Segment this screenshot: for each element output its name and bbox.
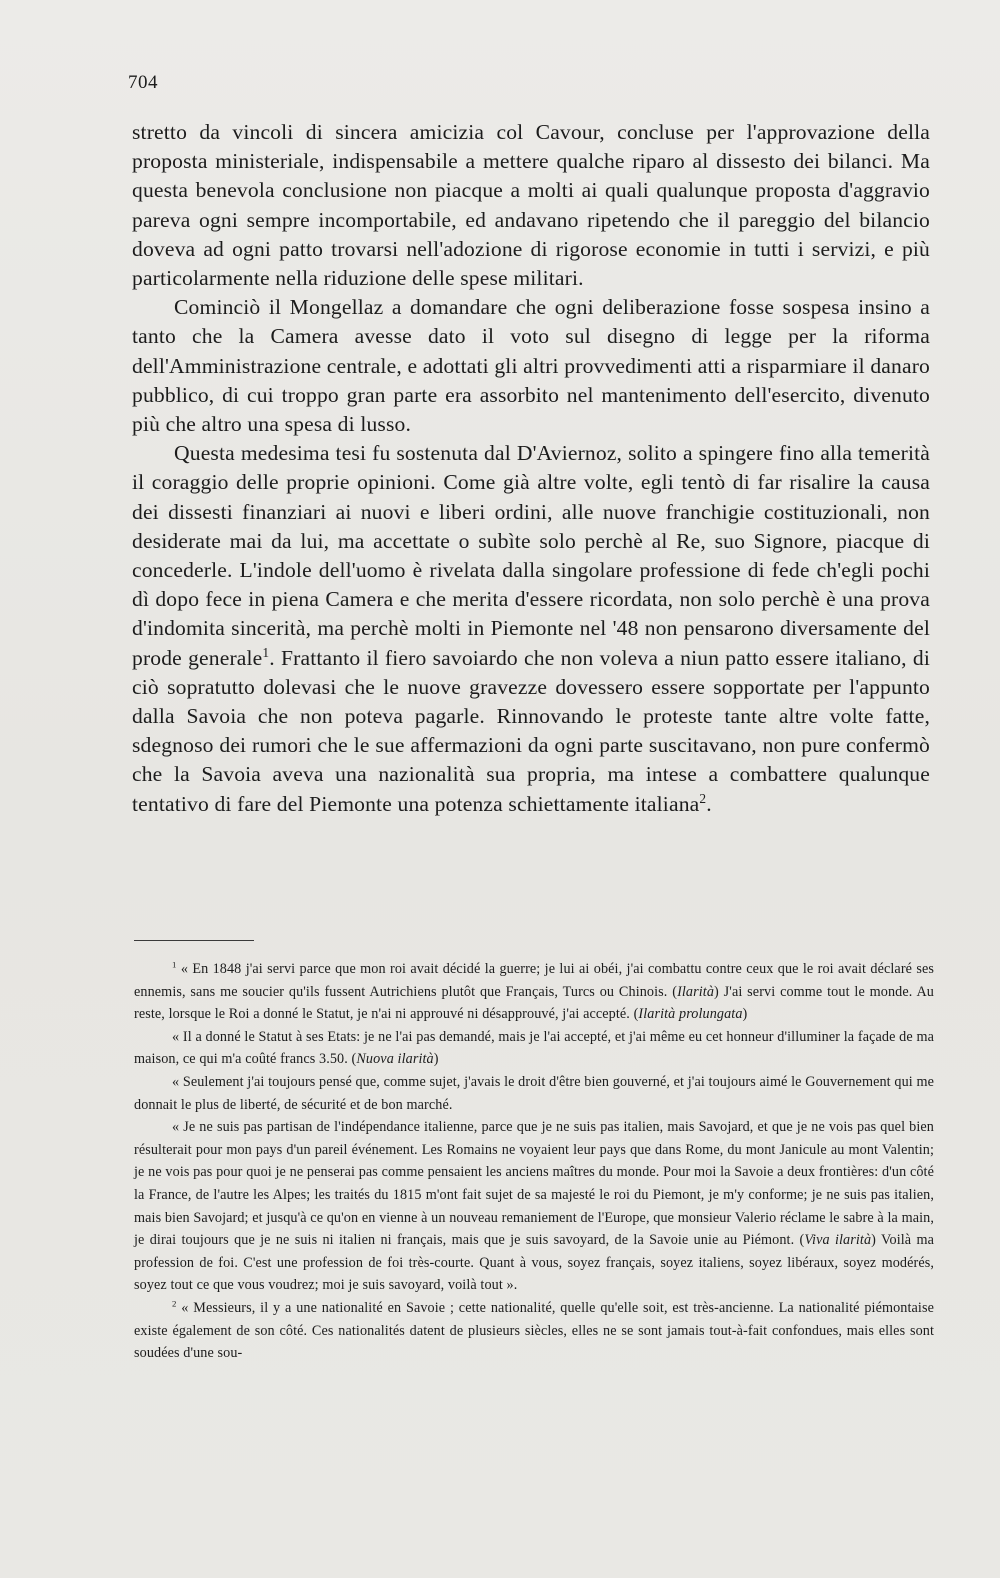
footnote-1-italic-2: Ilarità prolungata	[638, 1006, 743, 1023]
paragraph-3-text-a: Questa medesima tesi fu sostenuta dal D'Aviernoz, solito a spingere fino alla temerità il coraggio delle proprie opinioni. Come già altre volte, egli tentò di far risalire la causa dei dissesti finanziari ai nuovi e liberi ordini, alle nuove franchigie costituzionali, non desiderate mai da lui, ma accettate o subìte solo perchè al Re, suo Signore, piacque di concederle. L'indole dell'uomo è rivelata dalla singolare professione di fede ch'egli pochi dì dopo fece in piena Camera e che merita d'essere ricordata, non solo perchè è una prova d'indomita sincerità, ma perchè molti in Piemonte nel '48 non pensarono diversamente del prode generale	[132, 441, 930, 670]
footnote-1-p2-text-a: « Il a donné le Statut à ses Etats: je ne l'ai pas demandé, mais je l'ai accepté, et j'ai même eu cet honneur d'illuminer la façade de ma maison, ce qui m'a coûté francs 3.50. (	[134, 1028, 934, 1068]
footnote-1-p2-italic: Nuova ilarità	[356, 1051, 434, 1068]
footnote-1-text-b: ) J'ai servi comme tout le monde. Au reste, lorsque le Roi a donné le Statut, je n'ai ni approuvé ni désapprouvé, j'ai accepté. (	[134, 983, 934, 1023]
footnote-ref-1: 1	[262, 644, 270, 660]
paragraph-3	[132, 439, 930, 819]
paragraph-3-text-b: . Frattanto il fiero savoiardo che non voleva a niun patto essere italiano, di ciò sopratutto dolevasi che le nuove gravezze dovessero essere sopportate per l'appunto dalla Savoia che non poteva pagarle. Rinnovando le proteste tante altre volte fatte, sdegnoso dei rumori che le sue affermazioni da ogni parte suscitavano, non pure confermò che la Savoia aveva una nazionalità sua propria, ma intese a combattere qualunque tentativo di fare del Piemonte una potenza schiettamente italiana	[132, 645, 930, 816]
footnote-1-para-1	[134, 958, 934, 1026]
page-number: 704	[128, 72, 158, 93]
footnote-ref-2: 2	[699, 790, 707, 806]
footnote-1-para-2	[134, 1026, 934, 1071]
footnote-1-mark: 1	[172, 959, 177, 970]
paragraph-1: stretto da vincoli di sincera amicizia col Cavour, concluse per l'approvazione della proposta ministeriale, indispensabile a mettere qualche riparo al dissesto dei bilanci. Ma questa benevola conclusione non piacque a molti ai quali qualunque proposta d'aggravio pareva ogni sempre incomportabile, ed andavano ripetendo che il pareggio del bilancio doveva ad ogni patto trovarsi nell'adozione di rigorose economie in tutti i servizi, e più particolarmente nella riduzione delle spese militari.	[132, 120, 930, 291]
footnote-1-para-3: « Seulement j'ai toujours pensé que, comme sujet, j'avais le droit d'être bien gouverné, et j'ai toujours aimé le Gouvernement qui me donnait le plus de liberté, de sécurité et de bon marché.	[134, 1073, 934, 1113]
paragraph-2: Cominciò il Mongellaz a domandare che ogni deliberazione fosse sospesa insino a tanto che la Camera avesse dato il voto sul disegno di legge per la riforma dell'Amministrazione centrale, e adottati gli altri provvedimenti atti a risparmiare il danaro pubblico, di cui troppo gran parte era assorbito nel mantenimento dell'esercito, divenuto più che altro una spesa di lusso.	[132, 295, 930, 437]
footnote-2	[134, 1297, 934, 1365]
footnote-1-p2-text-b: )	[433, 1051, 439, 1068]
footnote-1-para-4	[134, 1116, 934, 1297]
footnote-2-mark: 2	[172, 1298, 177, 1309]
footnote-1-italic-1: Ilarità	[677, 983, 715, 1000]
footnote-1-p4-italic: Viva ilarità	[804, 1232, 872, 1249]
main-text	[132, 118, 930, 819]
footnote-1-text-a: « En 1848 j'ai servi parce que mon roi avait décidé la guerre; je lui ai obéi, j'ai combattu contre ceux que le roi avait déclaré ses ennemis, sans me soucier qu'ils fussent Autrichiens plutôt que Français, Turcs ou Chinois. (	[134, 961, 934, 1000]
footnote-1-p4-text-a: « Je ne suis pas partisan de l'indépendance italienne, parce que je ne suis pas italien, mais Savojard, et que je ne vois pas quel bien résulterait pour mon pays d'un pareil événement. Les Romains ne voyaient leur pays que dans Rome, du mont Janicule au mont Valentin; je ne vois pas pour quoi je ne penserai pas comme pensaient les anciens maîtres du monde. Pour moi la Savoie a deux frontières: d'un côté la France, de l'autre les Alpes; les traités du 1815 m'ont fait sujet de sa majesté le roi du Piemont, je m'y conforme; je ne suis pas italien, mais bien Savojard; et jusqu'à ce qu'on en vienne à un nouveau remaniement de l'Europe, que monsieur Valerio réclame le sabre à la main, je dirai toujours que je ne suis ni italien ni français, mais que je suis savoyard, de la Savoie unie au Piémont. (	[134, 1119, 934, 1249]
footnote-1-text-c: )	[742, 1006, 748, 1023]
footnote-separator	[134, 940, 254, 941]
footnotes	[134, 958, 934, 1365]
footnote-1-p4-text-b: ) Voilà ma profession de foi. C'est une profession de foi très-courte. Quant à vous, soyez français, soyez italiens, soyez libéraux, soyez modérés, soyez tout ce que vous voudrez; moi je suis savoyard, voilà tout ».	[134, 1232, 935, 1294]
footnote-2-text: « Messieurs, il y a une nationalité en Savoie ; cette nationalité, quelle qu'elle soit, est très-ancienne. La nationalité piémontaise existe également de son côté. Ces nationalités datent de plusieurs siècles, elles ne se sont jamais tout-à-fait confondues, mais elles sont soudées d'une sou-	[134, 1299, 934, 1362]
paragraph-3-end: .	[706, 791, 712, 816]
